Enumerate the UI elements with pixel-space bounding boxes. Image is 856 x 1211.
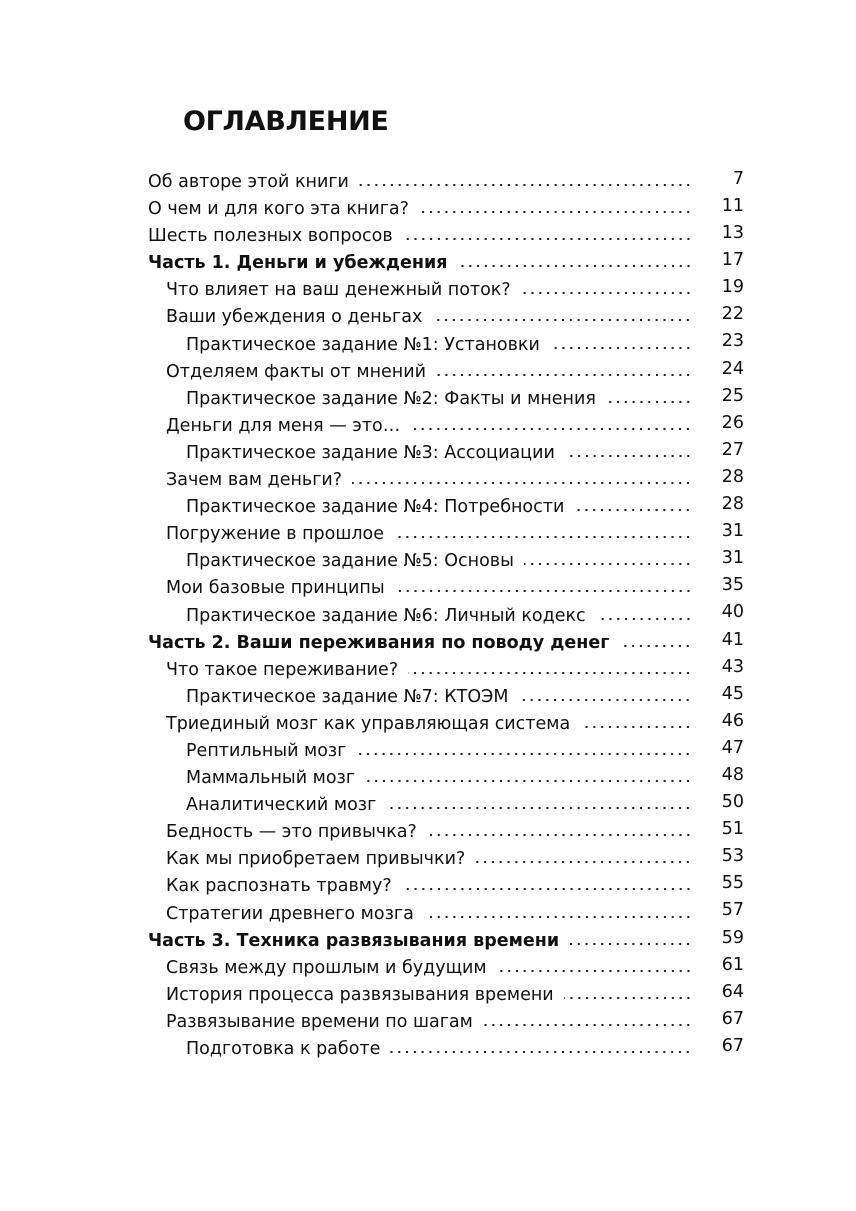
toc-entry: [148, 304, 744, 331]
toc-page-number: 50: [721, 792, 744, 813]
toc-entry-title: Об авторе этой книги: [148, 172, 349, 192]
toc-entry: [148, 277, 744, 304]
toc-entry-title: Отделяем факты от мнений: [166, 361, 426, 382]
dot-leader: [550, 336, 692, 350]
toc-page-number: 64: [721, 981, 744, 1002]
toc-page-number: 23: [721, 331, 744, 352]
toc-entry-title: О чем и для кого эта книга?: [148, 199, 409, 220]
toc-page-number: 7: [732, 168, 744, 189]
toc-entry-title: Как распознать травму?: [166, 876, 392, 897]
toc-entry-title: Зачем вам деньги?: [166, 470, 343, 491]
toc-entry-title: История процесса развязывания времени: [166, 984, 554, 1005]
toc-entry: [148, 521, 744, 548]
toc-page-number: 61: [721, 954, 744, 975]
dot-leader: [394, 525, 692, 539]
toc-entry: [148, 657, 744, 684]
dot-leader: [521, 281, 692, 295]
toc-entry-title: Деньги для меня — это…: [166, 415, 401, 436]
toc-page-number: 45: [721, 683, 744, 704]
toc-entry-title: Часть 3. Техника развязывания времени: [148, 930, 560, 951]
toc-page-number: 53: [721, 846, 744, 867]
dot-leader: [424, 905, 692, 919]
toc-page-number: 35: [721, 575, 744, 596]
toc-page-number: 57: [721, 900, 744, 921]
toc-page-number: 67: [721, 1008, 744, 1029]
toc-entry: [148, 413, 744, 440]
toc-entry: [148, 196, 744, 223]
toc-entry-title: Как мы приобретаем привычки?: [166, 849, 466, 870]
toc-entry: [148, 819, 744, 846]
dot-leader: [390, 1040, 692, 1054]
toc-page-number: 41: [721, 629, 744, 650]
toc-entry: [148, 711, 744, 738]
toc-entry-title: Практическое задание №4: Потребности: [186, 497, 565, 518]
toc-entry-title: Часть 1. Деньги и убеждения: [148, 253, 448, 274]
toc-entry-title: Практическое задание №6: Личный кодекс: [186, 605, 586, 626]
dot-leader: [580, 715, 692, 729]
toc-part-heading: [148, 250, 744, 277]
toc-page-number: 26: [721, 412, 744, 433]
toc-entry-title: Практическое задание №3: Ассоциации: [186, 442, 555, 463]
dot-leader: [427, 823, 692, 837]
dot-leader: [403, 227, 692, 241]
toc-page-number: 59: [721, 927, 744, 948]
toc-part-heading: [148, 928, 744, 955]
toc-entry-title: Стратегии древнего мозга: [166, 903, 414, 924]
toc-entry: [148, 738, 744, 765]
dot-leader: [564, 986, 692, 1000]
toc-entry-title: Маммальный мозг: [186, 768, 356, 789]
toc-page-number: 48: [721, 764, 744, 785]
dot-leader: [475, 850, 692, 864]
table-of-contents: [148, 169, 744, 1063]
toc-entry: [148, 548, 744, 575]
dot-leader: [497, 959, 692, 973]
dot-leader: [606, 390, 692, 404]
dot-leader: [359, 173, 692, 187]
dot-leader: [518, 688, 692, 702]
toc-entry: [148, 1036, 744, 1063]
toc-entry-title: Шесть полезных вопросов: [148, 226, 393, 247]
toc-entry-title: Ваши убеждения о деньгах: [166, 307, 423, 328]
dot-leader: [432, 308, 692, 322]
toc-page-number: 31: [721, 521, 744, 542]
dot-leader: [569, 932, 692, 946]
toc-entry-title: Что такое переживание?: [166, 659, 399, 680]
toc-entry-title: Бедность — это привычка?: [166, 822, 417, 843]
toc-page-number: 67: [721, 1035, 744, 1056]
toc-page-number: 19: [721, 277, 744, 298]
toc-entry-title: Практическое задание №2: Факты и мнения: [186, 388, 596, 409]
toc-entry-title: Рептильный мозг: [186, 740, 347, 761]
dot-leader: [596, 607, 692, 621]
dot-leader: [365, 769, 692, 783]
toc-page-number: 25: [721, 385, 744, 406]
toc-page-number: 27: [721, 439, 744, 460]
toc-page-number: 55: [721, 873, 744, 894]
toc-entry-title: Практическое задание №1: Установки: [186, 334, 540, 355]
toc-entry: [148, 467, 744, 494]
toc-entry-title: Аналитический мозг: [186, 795, 377, 816]
dot-leader: [619, 634, 692, 648]
toc-entry: [148, 846, 744, 873]
toc-page-number: 17: [721, 250, 744, 271]
toc-entry: [148, 792, 744, 819]
toc-entry: [148, 603, 744, 630]
dot-leader: [419, 200, 692, 214]
dot-leader: [356, 742, 692, 756]
toc-entry: [148, 386, 744, 413]
toc-part-heading: [148, 630, 744, 657]
dot-leader: [574, 498, 692, 512]
toc-page-number: 43: [721, 656, 744, 677]
toc-entry-title: Часть 2. Ваши переживания по поводу денег: [148, 632, 610, 653]
page-title: ОГЛАВЛЕНИЕ: [183, 106, 389, 137]
toc-entry: [148, 223, 744, 250]
toc-entry: [148, 684, 744, 711]
toc-entry: [148, 873, 744, 900]
dot-leader: [402, 877, 692, 891]
toc-page-number: 24: [721, 358, 744, 379]
toc-entry: [148, 955, 744, 982]
toc-entry: [148, 440, 744, 467]
dot-leader: [436, 363, 692, 377]
toc-entry-title: Развязывание времени по шагам: [166, 1011, 473, 1032]
toc-entry: [148, 494, 744, 521]
dot-leader: [410, 417, 692, 431]
dot-leader: [458, 254, 692, 268]
dot-leader: [524, 552, 692, 566]
toc-entry: [148, 982, 744, 1009]
toc-entry-title: Подготовка к работе: [186, 1039, 381, 1059]
dot-leader: [565, 444, 692, 458]
dot-leader: [352, 471, 692, 485]
toc-page-number: 40: [721, 602, 744, 623]
toc-entry-title: Триединый мозг как управляющая система: [166, 713, 571, 734]
dot-leader: [408, 661, 692, 675]
toc-entry: [148, 765, 744, 792]
dot-leader: [386, 796, 692, 810]
toc-entry-title: Связь между прошлым и будущим: [166, 957, 487, 978]
dot-leader: [395, 579, 692, 593]
toc-entry: [148, 1009, 744, 1036]
toc-entry-title: Практическое задание №7: КТОЭМ: [186, 686, 509, 707]
toc-page-number: 51: [721, 819, 744, 840]
toc-page-number: 11: [721, 196, 744, 216]
toc-page-number: 28: [721, 494, 744, 515]
toc-entry-title: Что влияет на ваш денежный поток?: [166, 280, 511, 301]
toc-entry-title: Погружение в прошлое: [166, 524, 385, 545]
toc-page-number: 28: [721, 466, 744, 487]
toc-entry: [148, 169, 744, 196]
toc-entry: [148, 359, 744, 386]
toc-entry-title: Практическое задание №5: Основы: [186, 551, 514, 572]
toc-entry: [148, 575, 744, 602]
toc-page-number: 31: [721, 548, 744, 569]
toc-entry: [148, 901, 744, 928]
toc-page-number: 13: [721, 223, 744, 244]
toc-entry: [148, 332, 744, 359]
toc-page-number: 22: [721, 304, 744, 325]
dot-leader: [483, 1013, 692, 1027]
toc-page-number: 46: [721, 710, 744, 731]
toc-page-number: 47: [721, 737, 744, 758]
toc-entry-title: Мои базовые принципы: [166, 578, 385, 599]
